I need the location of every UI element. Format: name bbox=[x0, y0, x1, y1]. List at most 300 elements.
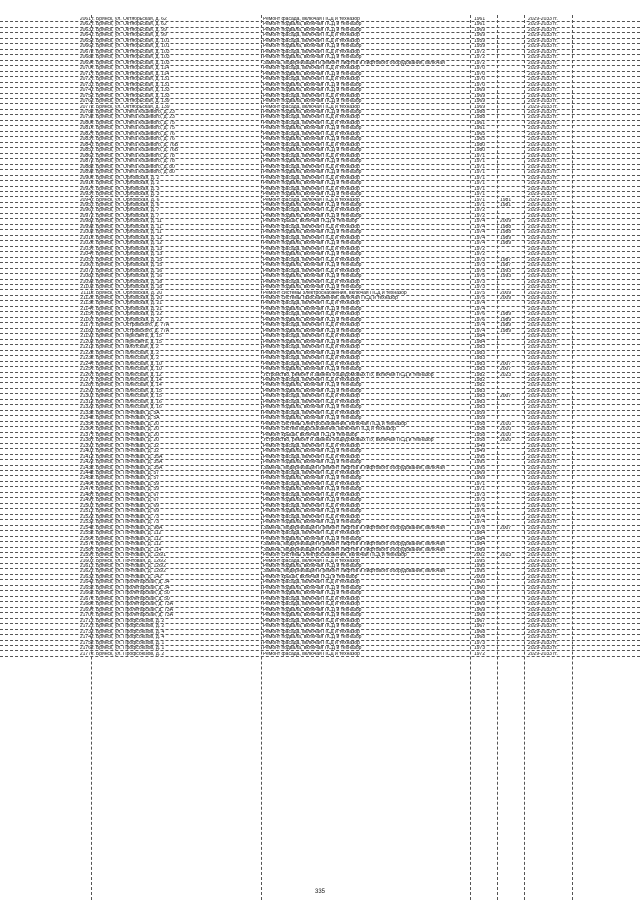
row-year-built: 1959 bbox=[474, 44, 486, 50]
row-period: 2029-2033 гг. bbox=[528, 71, 558, 77]
row-year-built: 1970 bbox=[474, 66, 486, 72]
row-work-type: Ремонт фасада, включая ПСД и техназор bbox=[263, 596, 360, 602]
row-work-type: Ремонт подвала, включая ПСД и техназор bbox=[263, 585, 362, 591]
row-period: 2029-2033 гг. bbox=[528, 27, 558, 33]
row-number: 2163 bbox=[79, 574, 91, 580]
row-year-built: 1984 bbox=[474, 542, 486, 548]
row-year-built: 1974 bbox=[474, 520, 486, 526]
row-period: 2029-2033 гг. bbox=[528, 328, 558, 334]
row-period: 2029-2033 гг. bbox=[528, 148, 558, 154]
row-work-type: Ремонт системы газоснабжения, включая ПСД и техназор bbox=[263, 295, 398, 301]
row-number: 2142 bbox=[79, 460, 91, 466]
row-number: 2172 bbox=[79, 624, 91, 630]
row-work-type: Ремонт подвала, включая ПСД и техназор bbox=[263, 405, 362, 411]
row-period: 2029-2033 гг. bbox=[528, 542, 558, 548]
row-address: г. Брянск, ул. Октябрьская, д. 131 bbox=[92, 77, 170, 83]
row-work-type: Ремонт фасада, включая ПСД и техназор bbox=[263, 17, 360, 22]
row-year-built: 1972 bbox=[474, 60, 486, 66]
row-year-built: 1974 bbox=[474, 323, 486, 329]
row-period: 2029-2033 гг. bbox=[528, 213, 558, 219]
row-period: 2029-2033 гг. bbox=[528, 137, 558, 143]
row-year-built: 1968 bbox=[474, 635, 486, 641]
row-address: г. Брянск, ул. Почтовая, д. 57 bbox=[92, 471, 160, 476]
row-year-built: 1971 bbox=[474, 487, 486, 493]
row-address: г. Брянск, ул. Орловская, д. 2 bbox=[92, 181, 160, 187]
row-address: г. Брянск, ул. Орловская, д. 12 bbox=[92, 241, 163, 247]
row-work-type: Замена, модернизация и ремонт лифтов и лифтового оборудования, включая bbox=[263, 60, 445, 66]
row-number: 2139 bbox=[79, 443, 91, 449]
row-period: 2029-2033 гг. bbox=[528, 38, 558, 44]
row-number: 2123 bbox=[79, 356, 91, 362]
row-address: г. Брянск, ул. Олега Кошевого, д. 78 bbox=[92, 159, 175, 165]
row-address: г. Брянск, ул. Почтовая, д. 112 bbox=[92, 531, 162, 537]
row-work-type: Ремонт крыши, включая ПСД и техназор bbox=[263, 574, 358, 580]
row-work-type: Ремонт подвала, включая ПСД и техназор bbox=[263, 591, 362, 597]
row-address: г. Брянск, ул. Октябрьская, д. 103 bbox=[92, 60, 170, 66]
row-year-overhaul: 1988 bbox=[500, 224, 512, 230]
row-number: 2143 bbox=[79, 465, 91, 471]
row-period: 2029-2033 гг. bbox=[528, 651, 558, 657]
row-number: 2080 bbox=[79, 120, 91, 126]
row-number: 2118 bbox=[80, 328, 91, 334]
row-work-type: Ремонт фасада, включая ПСД и техназор bbox=[263, 481, 360, 487]
row-address: г. Брянск, ул. Орловская, д. 2 bbox=[92, 175, 160, 181]
row-number: 2083 bbox=[79, 137, 91, 143]
row-address: г. Брянск, ул. Почтовая, д. 73 bbox=[92, 514, 160, 520]
row-year-built: 1959 bbox=[474, 416, 486, 422]
row-address: г. Брянск, ул. Октябрьская, д. 131 bbox=[92, 82, 170, 88]
row-address: г. Брянск, ул. Почтовая, д. 67 bbox=[92, 492, 160, 498]
row-year-overhaul: 1989 bbox=[500, 235, 512, 241]
row-address: г. Брянск, ул. Октябрьская, д. 114 bbox=[92, 66, 170, 72]
row-address: г. Брянск, ул. Почтовая, д. 20 bbox=[92, 432, 160, 438]
row-period: 2029-2033 гг. bbox=[528, 427, 558, 433]
row-year-built: 1965 bbox=[474, 137, 486, 143]
row-number: 2098 bbox=[79, 219, 91, 225]
row-work-type: Ремонт подвала, включая ПСД и техназор bbox=[263, 460, 362, 466]
row-address: г. Брянск, ул. Почтовая, д. 20 bbox=[92, 427, 160, 433]
row-period: 2029-2033 гг. bbox=[528, 465, 558, 471]
row-number: 2146 bbox=[79, 481, 91, 487]
row-work-type: Ремонт подвала, включая ПСД и техназор bbox=[263, 339, 362, 345]
row-number: 2152 bbox=[79, 514, 91, 520]
row-work-type: Ремонт фасада, включая ПСД и техназор bbox=[263, 443, 360, 449]
row-address: г. Брянск, ул. Пролетарская, д. 34 bbox=[92, 580, 170, 586]
row-address: г. Брянск, ул. Олега Кошевого, д. 80 bbox=[92, 170, 175, 176]
row-work-type: Ремонт подвала, включая ПСД и техназор bbox=[263, 509, 362, 515]
row-year-overhaul: 2009 bbox=[500, 290, 512, 296]
row-period: 2029-2033 гг. bbox=[528, 602, 558, 608]
row-year-built: 1984 bbox=[474, 339, 486, 345]
row-work-type: Ремонт фасада, включая ПСД и техназор bbox=[263, 356, 360, 362]
row-work-type: Ремонт фасада, включая ПСД и техназор bbox=[263, 175, 360, 181]
row-year-overhaul: 1987 bbox=[500, 257, 512, 263]
row-period: 2029-2033 гг. bbox=[528, 405, 558, 411]
row-work-type: Ремонт подвала, включая ПСД и техназор bbox=[263, 388, 362, 394]
row-number: 2090 bbox=[79, 175, 91, 181]
row-work-type: Ремонт подвала, включая ПСД и техназор bbox=[263, 274, 362, 280]
row-work-type: Замена, модернизация и ремонт лифтов и лифтового оборудования, включая bbox=[263, 547, 445, 553]
row-address: г. Брянск, ул. Олега Кошевого, д. 23 bbox=[92, 115, 175, 121]
row-number: 2065 bbox=[79, 38, 91, 44]
row-address: г. Брянск, ул. Пролетарская, д. 50 bbox=[92, 596, 170, 602]
row-address: г. Брянск, ул. Олега Кошевого, д. 75 bbox=[92, 126, 175, 132]
row-address: г. Брянск, ул. Октябрьская, д. 114 bbox=[92, 71, 170, 77]
row-work-type: Ремонт систем водоснабжения, включая ПСД и техназор bbox=[263, 427, 396, 433]
row-period: 2029-2033 гг. bbox=[528, 268, 558, 274]
row-address: г. Брянск, ул. Пролетарская, д. 34 bbox=[92, 585, 170, 591]
row-period: 2029-2033 гг. bbox=[528, 17, 558, 22]
row-work-type: Ремонт подвала, включая ПСД и техназор bbox=[263, 383, 362, 389]
row-period: 2029-2033 гг. bbox=[528, 367, 558, 373]
row-address: г. Брянск, ул. Орловская, д. 6 bbox=[92, 202, 160, 208]
row-year-built: 1958 bbox=[474, 432, 486, 438]
row-year-built: 1988 bbox=[474, 115, 486, 121]
row-address: г. Брянск, ул. Орловская, д. 7 bbox=[92, 213, 160, 219]
row-period: 2029-2033 гг. bbox=[528, 580, 558, 586]
row-work-type: Ремонт фасада, включая ПСД и техназор bbox=[263, 77, 360, 83]
row-number: 2093 bbox=[79, 192, 91, 198]
row-work-type: Ремонт фасада, включая ПСД и техназор bbox=[263, 33, 360, 39]
row-year-built: 1989 bbox=[474, 547, 486, 553]
row-address: г. Брянск, ул. Полесская, д. 16 bbox=[92, 399, 162, 405]
row-number: 2094 bbox=[79, 197, 91, 203]
row-year-built: 1973 bbox=[474, 492, 486, 498]
row-work-type: Ремонт подвала, включая ПСД и техназор bbox=[263, 55, 362, 61]
row-work-type: Ремонт фасада, включая ПСД и техназор bbox=[263, 503, 360, 509]
row-period: 2029-2033 гг. bbox=[528, 394, 558, 400]
row-number: 2160 bbox=[79, 558, 91, 564]
row-period: 2029-2033 гг. bbox=[528, 613, 558, 619]
row-address: г. Брянск, ул. Октябрьская, д. 101 bbox=[92, 44, 170, 50]
row-period: 2029-2033 гг. bbox=[528, 197, 558, 203]
row-year-built: 1983 bbox=[474, 345, 486, 351]
row-year-built: 1975 bbox=[474, 274, 486, 280]
row-year-built: 1995 bbox=[474, 454, 486, 460]
row-number: 2088 bbox=[79, 164, 91, 170]
row-address: г. Брянск, ул. Орловская, д. 15 bbox=[92, 263, 163, 269]
row-period: 2029-2033 гг. bbox=[528, 378, 558, 384]
row-period: 2029-2033 гг. bbox=[528, 301, 558, 307]
row-year-overhaul: 1988 bbox=[500, 230, 512, 236]
row-period: 2029-2033 гг. bbox=[528, 339, 558, 345]
row-period: 2029-2033 гг. bbox=[528, 372, 558, 378]
row-period: 2029-2033 гг. bbox=[528, 498, 558, 504]
row-year-overhaul: 2013 bbox=[500, 553, 512, 559]
row-address: г. Брянск, ул. Полесская, д. 15 bbox=[92, 388, 162, 394]
row-number: 2092 bbox=[79, 186, 91, 192]
row-number: 2134 bbox=[79, 416, 91, 422]
row-period: 2029-2033 гг. bbox=[528, 481, 558, 487]
row-period: 2029-2033 гг. bbox=[528, 60, 558, 66]
row-address: г. Брянск, ул. Почтовая, д. 126/2 bbox=[92, 564, 166, 569]
row-year-built: 1980 bbox=[474, 142, 486, 148]
row-number: 2137 bbox=[79, 432, 91, 438]
row-work-type: Ремонт крыши, включая ПСД и техназор bbox=[263, 219, 358, 225]
row-work-type: Ремонт фасада, включая ПСД и техназор bbox=[263, 131, 360, 137]
row-number: 2101 bbox=[79, 235, 91, 241]
row-number: 2136 bbox=[79, 427, 91, 433]
row-work-type: Замена, модернизация и ремонт лифтов и лифтового оборудования, включая bbox=[263, 569, 445, 575]
row-number: 2109 bbox=[79, 279, 91, 285]
row-number: 2108 bbox=[79, 274, 91, 280]
row-address: г. Брянск, ул. Пролетарская, д. 73А bbox=[92, 602, 174, 608]
row-year-built: 1974 bbox=[474, 301, 486, 307]
row-address: г. Брянск, ул. Орловская, д. 22 bbox=[92, 317, 163, 323]
row-address: г. Брянск, ул. Октябрьская, д. 99 bbox=[92, 27, 167, 33]
row-year-built: 1976 bbox=[474, 317, 486, 323]
row-period: 2029-2033 гг. bbox=[528, 285, 558, 291]
row-work-type: Ремонт подвала, включая ПСД и техназор bbox=[263, 252, 362, 258]
row-address: г. Брянск, ул. Почтовая, д. 98А bbox=[92, 525, 163, 531]
row-address: г. Брянск, ул. Орловская, д. 21 bbox=[92, 306, 163, 312]
row-work-type: Ремонт фасада, включая ПСД и техназор bbox=[263, 361, 360, 367]
row-year-built: 1983 bbox=[474, 350, 486, 356]
row-address: г. Брянск, ул. Пилотская, д. 2 bbox=[92, 345, 159, 351]
row-year-overhaul: 1987 bbox=[500, 263, 512, 269]
row-address: г. Брянск, ул. Почтовая, д. 112 bbox=[92, 536, 162, 542]
row-work-type: Ремонт фасада, включая ПСД и техназор bbox=[263, 454, 360, 460]
row-number: 2138 bbox=[79, 438, 91, 444]
row-work-type: Ремонт фасада, включая ПСД и техназор bbox=[263, 580, 360, 586]
row-year-built: 1968 bbox=[474, 629, 486, 635]
row-number: 2072 bbox=[79, 77, 91, 83]
row-period: 2029-2033 гг. bbox=[528, 525, 558, 531]
row-work-type: Ремонт фасада, включая ПСД и техназор bbox=[263, 651, 360, 657]
row-number: 2106 bbox=[79, 263, 91, 269]
page-number: 335 bbox=[314, 889, 325, 895]
row-address: г. Брянск, ул. Октябрьская, д. 133 bbox=[92, 93, 170, 99]
row-address: г. Брянск, ул. Орловская, д. 11 bbox=[92, 224, 162, 230]
row-work-type: Ремонт подвала, включая ПСД и техназор bbox=[263, 202, 362, 208]
row-year-built: 1995 bbox=[474, 569, 486, 575]
row-number: 2165 bbox=[79, 585, 91, 591]
row-address: г. Брянск, ул. Октябрьская, д. 99 bbox=[92, 33, 167, 39]
row-number: 2096 bbox=[79, 208, 91, 214]
row-number: 2168 bbox=[79, 602, 91, 608]
row-year-built: 1973 bbox=[474, 279, 486, 285]
row-address: г. Брянск, ул. Полесская, д. 14 bbox=[92, 378, 162, 384]
row-address: г. Брянск, ул. Почтовая, д. 59 bbox=[92, 487, 160, 493]
row-period: 2029-2033 гг. bbox=[528, 585, 558, 591]
row-work-type: Ремонт фасада, включая ПСД и техназор bbox=[263, 246, 360, 252]
row-work-type: Ремонт подвала, включая ПСД и техназор bbox=[263, 564, 362, 569]
row-address: г. Брянск, ул. Профсоюзов, д. 1 bbox=[92, 646, 165, 652]
row-work-type: Ремонт фасада, включая ПСД и техназор bbox=[263, 66, 360, 72]
row-year-built: 1983 bbox=[474, 394, 486, 400]
row-number: 2162 bbox=[79, 569, 91, 575]
row-address: г. Брянск, ул. Почтовая, д. 32 bbox=[92, 449, 160, 455]
row-work-type: Ремонт подвала, включая ПСД и техназор bbox=[263, 99, 362, 105]
row-year-built: 1969 bbox=[474, 613, 486, 619]
row-year-built: 1971 bbox=[474, 164, 486, 170]
row-address: г. Брянск, ул. Орловская, д. 18 bbox=[92, 279, 163, 285]
row-work-type: Ремонт подвала, включая ПСД и техназор bbox=[263, 159, 362, 165]
row-period: 2029-2033 гг. bbox=[528, 142, 558, 148]
row-period: 2029-2033 гг. bbox=[528, 290, 558, 296]
row-address: г. Брянск, ул. Пролетарская, д. 73А bbox=[92, 613, 174, 619]
row-work-type: Ремонт подвала, включая ПСД и техназор bbox=[263, 109, 362, 115]
row-period: 2029-2033 гг. bbox=[528, 536, 558, 542]
row-period: 2029-2033 гг. bbox=[528, 564, 558, 569]
row-period: 2029-2033 гг. bbox=[528, 186, 558, 192]
row-work-type: Ремонт подвала, включая ПСД и техназор bbox=[263, 416, 362, 422]
row-period: 2029-2033 гг. bbox=[528, 44, 558, 50]
row-year-built: 1974 bbox=[474, 230, 486, 236]
row-period: 2029-2033 гг. bbox=[528, 274, 558, 280]
row-work-type: Ремонт фасада, включая ПСД и техназор bbox=[263, 301, 360, 307]
row-period: 2029-2033 гг. bbox=[528, 170, 558, 176]
row-number: 2113 bbox=[80, 301, 91, 307]
row-address: г. Брянск, ул. Орловская, д. 16 bbox=[92, 274, 163, 280]
row-year-built: 1971 bbox=[474, 202, 486, 208]
row-number: 2077 bbox=[79, 104, 91, 110]
row-period: 2029-2033 гг. bbox=[528, 334, 558, 340]
row-number: 2129 bbox=[79, 388, 91, 394]
row-year-built: 1975 bbox=[474, 268, 486, 274]
row-number: 2171 bbox=[79, 618, 91, 624]
row-work-type: Ремонт фасада, включая ПСД и техназор bbox=[263, 394, 360, 400]
row-work-type: Ремонт фасада, включая ПСД и техназор bbox=[263, 334, 360, 340]
row-number: 2149 bbox=[79, 498, 91, 504]
row-year-overhaul: 1989 bbox=[500, 328, 512, 334]
row-period: 2029-2033 гг. bbox=[528, 421, 558, 427]
row-work-type: Ремонт подвала, включая ПСД и техназор bbox=[263, 22, 362, 28]
row-number: 2081 bbox=[79, 126, 91, 132]
row-period: 2029-2033 гг. bbox=[528, 350, 558, 356]
row-address: г. Брянск, ул. Октябрьская, д. 62 bbox=[92, 22, 167, 28]
row-number: 2135 bbox=[79, 421, 91, 427]
row-work-type: Устройство, ремонт и замена общедомовых ПУ, включая ПСД и техназор bbox=[263, 372, 434, 378]
row-period: 2029-2033 гг. bbox=[528, 569, 558, 575]
row-number: 2167 bbox=[79, 596, 91, 602]
row-address: г. Брянск, ул. Олега Кошевого, д. 23 bbox=[92, 109, 175, 115]
row-year-built: 1976 bbox=[474, 503, 486, 509]
row-number: 2102 bbox=[79, 241, 91, 247]
row-year-overhaul: 2009 bbox=[500, 219, 512, 225]
row-address: г. Брянск, ул. Почтовая, д. 73 bbox=[92, 520, 160, 526]
row-number: 2150 bbox=[79, 503, 91, 509]
row-number: 2079 bbox=[79, 115, 91, 121]
row-address: г. Брянск, ул. Почтовая, д. 5А bbox=[92, 410, 160, 416]
row-address: г. Брянск, ул. Орловская, д. 20 bbox=[92, 295, 163, 301]
row-number: 2114 bbox=[80, 306, 91, 312]
row-work-type: Ремонт подвала, включая ПСД и техназор bbox=[263, 646, 362, 652]
row-year-built: 1969 bbox=[474, 476, 486, 482]
row-number: 2161 bbox=[79, 564, 91, 569]
row-period: 2029-2033 гг. bbox=[528, 509, 558, 515]
row-year-overhaul: 2007 bbox=[500, 525, 512, 531]
row-number: 2145 bbox=[79, 476, 91, 482]
row-address: г. Брянск, ул. Профсоюзов, д. 2 bbox=[92, 651, 165, 657]
row-period: 2029-2033 гг. bbox=[528, 487, 558, 493]
row-period: 2029-2033 гг. bbox=[528, 416, 558, 422]
row-address: г. Брянск, ул. Октябрьская, д. 101 bbox=[92, 38, 170, 44]
row-address: г. Брянск, ул. Профсоюзов, д. 1 bbox=[92, 640, 165, 646]
row-work-type: Ремонт подвала, включая ПСД и техназор bbox=[263, 476, 362, 482]
row-year-built: 1978 bbox=[474, 525, 486, 531]
row-work-type: Ремонт подвала, включая ПСД и техназор bbox=[263, 82, 362, 88]
row-period: 2029-2033 гг. bbox=[528, 164, 558, 170]
row-address: г. Брянск, ул. Островского, д. 77А bbox=[92, 328, 170, 334]
row-number: 2105 bbox=[79, 257, 91, 263]
row-number: 2111 bbox=[80, 290, 91, 296]
row-period: 2029-2033 гг. bbox=[528, 591, 558, 597]
row-work-type: Ремонт фасада, включая ПСД и техназор bbox=[263, 120, 360, 126]
row-number: 2110 bbox=[80, 285, 91, 291]
row-year-built: 1995 bbox=[474, 465, 486, 471]
row-year-built: 1975 bbox=[474, 290, 486, 296]
row-period: 2029-2033 гг. bbox=[528, 640, 558, 646]
row-period: 2029-2033 гг. bbox=[528, 306, 558, 312]
row-year-built: 1976 bbox=[474, 312, 486, 318]
row-period: 2029-2033 гг. bbox=[528, 399, 558, 405]
row-year-built: 1959 bbox=[474, 410, 486, 416]
row-work-type: Ремонт фасада, включая ПСД и техназор bbox=[263, 345, 360, 351]
row-period: 2029-2033 гг. bbox=[528, 410, 558, 416]
row-year-built: 1970 bbox=[474, 82, 486, 88]
row-year-built: 1972 bbox=[474, 55, 486, 61]
row-work-type: Замена, модернизация и ремонт лифтов и лифтового оборудования, включая bbox=[263, 525, 445, 531]
row-period: 2029-2033 гг. bbox=[528, 356, 558, 362]
row-work-type: Ремонт фасада, включая ПСД и техназор bbox=[263, 38, 360, 44]
row-address: г. Брянск, ул. Почтовая, д. 69 bbox=[92, 503, 160, 509]
row-number: 2127 bbox=[79, 378, 91, 384]
row-period: 2029-2033 гг. bbox=[528, 388, 558, 394]
row-work-type: Ремонт подвала, включая ПСД и техназор bbox=[263, 71, 362, 77]
row-number: 2170 bbox=[79, 613, 91, 619]
row-period: 2029-2033 гг. bbox=[528, 438, 558, 444]
row-work-type: Ремонт подвала, включая ПСД и техназор bbox=[263, 192, 362, 198]
row-number: 2130 bbox=[79, 394, 91, 400]
row-work-type: Ремонт фасада, включая ПСД и техназор bbox=[263, 208, 360, 214]
row-number: 2140 bbox=[79, 449, 91, 455]
row-year-overhaul bbox=[500, 652, 522, 657]
row-number: 2159 bbox=[79, 553, 91, 559]
row-period: 2029-2033 гг. bbox=[528, 159, 558, 165]
row-work-type: Ремонт системы электроснабжения, включая ПСД и техназор bbox=[263, 421, 407, 427]
row-period: 2029-2033 гг. bbox=[528, 120, 558, 126]
row-address: г. Брянск, ул. Профсоюзов, д. 2 bbox=[92, 624, 165, 630]
row-work-type: Ремонт системы электроснабжения, включая ПСД и техназор bbox=[263, 290, 407, 296]
row-year-built: 1973 bbox=[474, 257, 486, 263]
row-period: 2029-2033 гг. bbox=[528, 263, 558, 269]
row-period: 2029-2033 гг. bbox=[528, 115, 558, 121]
row-address: г. Брянск, ул. Орловская, д. 20 bbox=[92, 290, 163, 296]
row-work-type: Ремонт фасада, включая ПСД и техназор bbox=[263, 640, 360, 646]
row-number: 2147 bbox=[79, 487, 91, 493]
row-year-built: 1995 bbox=[474, 558, 486, 564]
row-year-overhaul: 1989 bbox=[500, 312, 512, 318]
row-work-type: Ремонт подвала, включая ПСД и техназор bbox=[263, 213, 362, 219]
row-number: 2100 bbox=[79, 230, 91, 236]
row-address: г. Брянск, ул. Почтовая, д. 142 bbox=[92, 574, 162, 580]
row-year-built: 1974 bbox=[474, 514, 486, 520]
row-year-overhaul: 1989 bbox=[500, 323, 512, 329]
row-address: г. Брянск, ул. Олега Кошевого, д. 78 bbox=[92, 153, 175, 159]
row-work-type: Ремонт фасада, включая ПСД и техназор bbox=[263, 197, 360, 203]
row-work-type: Ремонт подвала, включая ПСД и техназор bbox=[263, 487, 362, 493]
row-address: г. Брянск, ул. Октябрьская, д. 103 bbox=[92, 55, 170, 61]
row-number: 2151 bbox=[79, 509, 91, 515]
row-work-type: Ремонт фасада, включая ПСД и техназор bbox=[263, 514, 360, 520]
row-year-built: 1973 bbox=[474, 498, 486, 504]
row-year-built: 1975 bbox=[474, 295, 486, 301]
row-address: г. Брянск, ул. Профсоюзов, д. 2 bbox=[92, 618, 165, 624]
row-period: 2029-2033 гг. bbox=[528, 77, 558, 83]
row-address: г. Брянск, ул. Орловская, д. 18 bbox=[92, 285, 163, 291]
row-address: г. Брянск, ул. Орловская, д. 15 bbox=[92, 257, 163, 263]
